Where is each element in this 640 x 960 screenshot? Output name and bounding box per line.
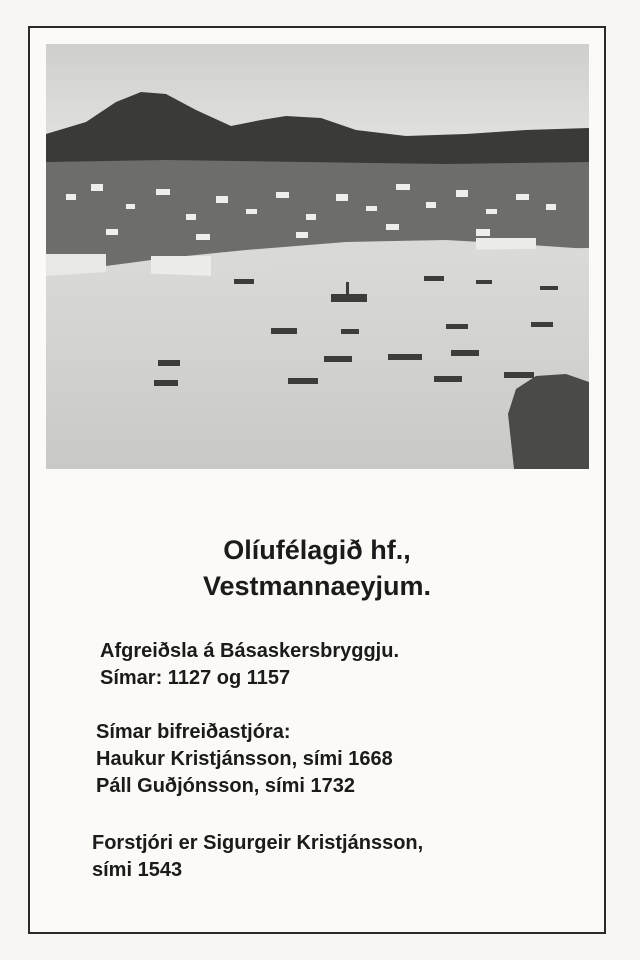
office-address: Afgreiðsla á Básaskersbryggju. (100, 640, 400, 662)
driver-2: Páll Guðjónsson, sími 1732 (96, 775, 355, 797)
manager-name: Forstjóri er Sigurgeir Kristjánsson, (92, 832, 424, 854)
advertisement-frame (28, 26, 606, 934)
office-info (100, 638, 399, 692)
drivers-info (96, 719, 393, 800)
drivers-heading: Símar bifreiðastjóra: (96, 721, 291, 743)
office-phones: Símar: 1127 og 1157 (100, 667, 291, 689)
manager-phone: sími 1543 (92, 859, 183, 881)
driver-1: Haukur Kristjánsson, sími 1668 (96, 748, 393, 770)
manager-info (92, 830, 423, 884)
harbor-photo (46, 44, 589, 469)
company-location: Vestmannaeyjum. (202, 571, 432, 601)
company-name: Olíufélagið hf., (223, 535, 411, 565)
